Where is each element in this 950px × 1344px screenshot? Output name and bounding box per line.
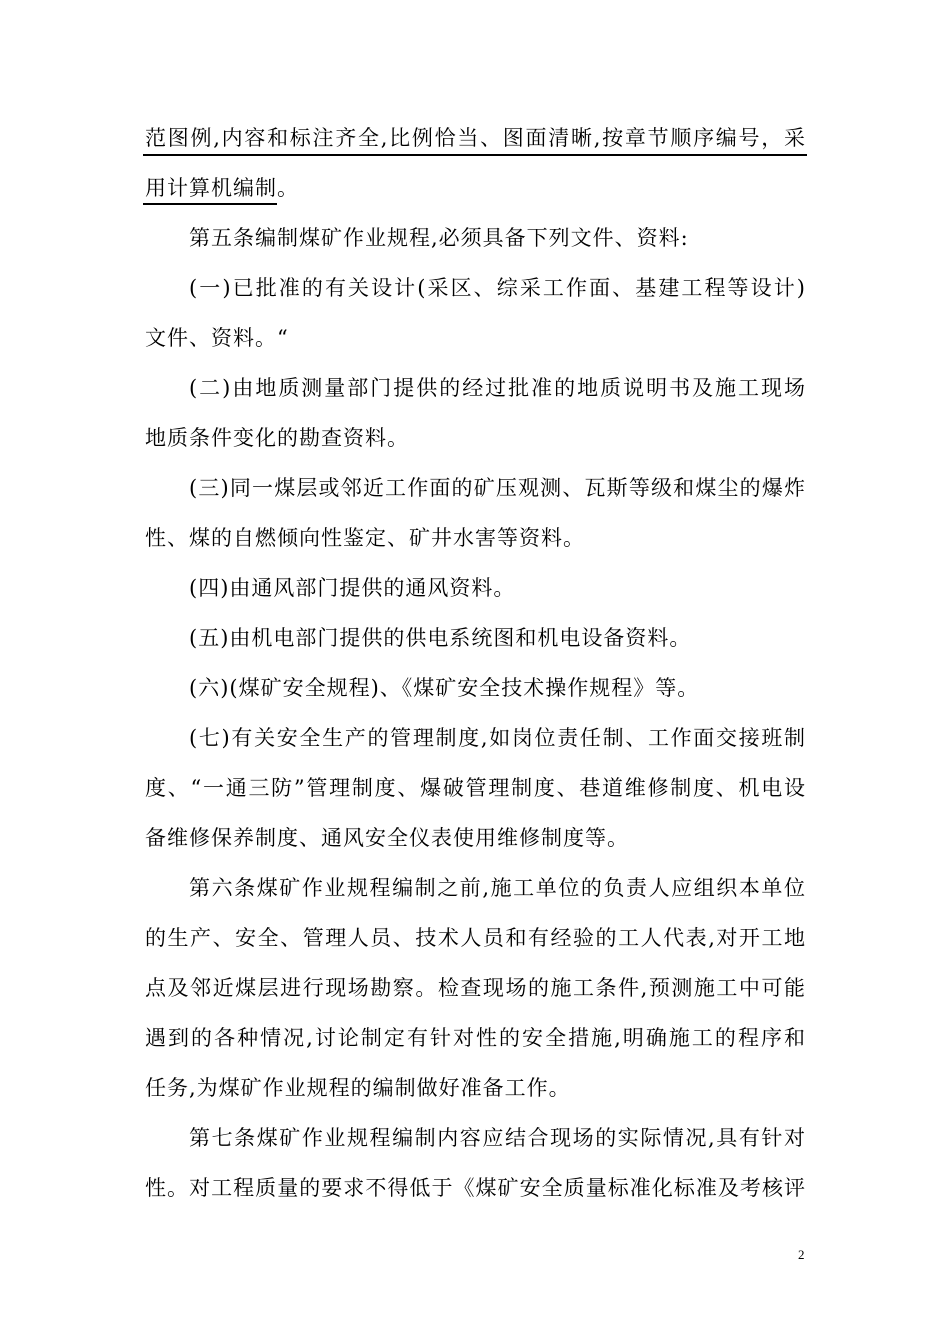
text-line: 第七条煤矿作业规程编制内容应结合现场的实际情况,具有针对: [189, 1126, 805, 1150]
text-line: (六)(煤矿安全规程)、《煤矿安全技术操作规程》等。: [189, 676, 700, 700]
text-line: 备维修保养制度、通风安全仪表使用维修制度等。: [145, 826, 629, 850]
text-line: 的生产、安全、管理人员、技术人员和有经验的工人代表,对开工地: [145, 926, 805, 950]
page-number: 2: [798, 1247, 805, 1262]
text-line: 度、“一通三防”管理制度、爆破管理制度、巷道维修制度、机电设: [145, 776, 805, 800]
underline-rule: [143, 154, 807, 156]
text-line: 任务,为煤矿作业规程的编制做好准备工作。: [145, 1076, 571, 1100]
text-line: (七)有关安全生产的管理制度,如岗位责任制、工作面交接班制: [189, 726, 805, 750]
text-line: 第六条煤矿作业规程编制之前,施工单位的负责人应组织本单位: [189, 876, 805, 900]
text-line: 范图例,内容和标注齐全,比例恰当、图面清晰,按章节顺序编号，采: [145, 126, 805, 150]
text-line: (四)由通风部门提供的通风资料。: [189, 576, 516, 600]
text-line: 文件、资料。“: [145, 326, 289, 350]
text-line: (五)由机电部门提供的供电系统图和机电设备资料。: [189, 626, 692, 650]
text-line: 地质条件变化的勘查资料。: [145, 426, 409, 450]
underline-rule: [143, 203, 277, 205]
text-line: 点及邻近煤层进行现场勘察。检查现场的施工条件,预测施工中可能: [145, 976, 805, 1000]
text-line: 性、煤的自燃倾向性鉴定、矿井水害等资料。: [145, 526, 585, 550]
text-line: 第五条编制煤矿作业规程,必须具备下列文件、资料:: [189, 226, 689, 250]
text-line: (一)已批准的有关设计(采区、综采工作面、基建工程等设计): [189, 276, 805, 300]
text-line: 性。对工程质量的要求不得低于《煤矿安全质量标准化标准及考核评: [145, 1176, 805, 1200]
text-line: 遇到的各种情况,讨论制定有针对性的安全措施,明确施工的程序和: [145, 1026, 805, 1050]
text-line: (三)同一煤层或邻近工作面的矿压观测、瓦斯等级和煤尘的爆炸: [189, 476, 805, 500]
text-line: (二)由地质测量部门提供的经过批准的地质说明书及施工现场: [189, 376, 805, 400]
text-line: 用计算机编制。: [145, 176, 299, 200]
